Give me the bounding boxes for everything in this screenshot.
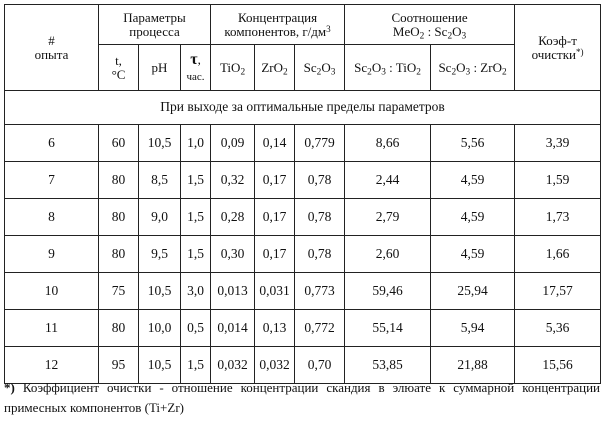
- cell-coef: 1,59: [515, 162, 601, 199]
- cell-tau: 3,0: [181, 273, 211, 310]
- cell-sc-zr: 4,59: [431, 199, 515, 236]
- cell-t: 80: [99, 236, 139, 273]
- cell-sc2o3: 0,70: [295, 347, 345, 384]
- col-header-temperature: t, °C: [99, 45, 139, 91]
- col-header-sc2o3: $Sc_2O_3$: [295, 45, 345, 91]
- cell-tau: 1,5: [181, 162, 211, 199]
- cell-t: 95: [99, 347, 139, 384]
- cell-sc-zr: 4,59: [431, 236, 515, 273]
- col-header-sc2o3-tio2: $Sc_2O_3$ : TiO$_2$: [345, 45, 431, 91]
- cell-zro2: 0,032: [255, 347, 295, 384]
- cell-sc-zr: 25,94: [431, 273, 515, 310]
- cell-ph: 8,5: [139, 162, 181, 199]
- col-header-ratio: Соотношение MeO$_2$ : $Sc_2O_3$: [345, 5, 515, 45]
- col-header-time: τ, час.: [181, 45, 211, 91]
- cell-n: 11: [5, 310, 99, 347]
- cell-coef: 1,73: [515, 199, 601, 236]
- cell-tau: 0,5: [181, 310, 211, 347]
- cell-t: 80: [99, 310, 139, 347]
- cell-tio2: 0,013: [211, 273, 255, 310]
- cell-sc2o3: 0,773: [295, 273, 345, 310]
- table-row: [5, 162, 601, 199]
- cell-n: 7: [5, 162, 99, 199]
- cell-coef: 15,56: [515, 347, 601, 384]
- col-header-zro2: ZrO$_2$: [255, 45, 295, 91]
- cell-zro2: 0,031: [255, 273, 295, 310]
- cell-sc-ti: 55,14: [345, 310, 431, 347]
- footnote: [4, 378, 600, 418]
- cell-n: 12: [5, 347, 99, 384]
- cell-n: 9: [5, 236, 99, 273]
- cell-t: 80: [99, 199, 139, 236]
- footnote-text: Коэффициент очистки - отношение концентрации скандия в элюате к суммарной концентрации примесных компонентов (Ti+Zr): [4, 380, 600, 415]
- col-header-purification-coef: Коэф-т очистки*): [515, 5, 601, 91]
- cell-zro2: 0,13: [255, 310, 295, 347]
- cell-sc2o3: 0,772: [295, 310, 345, 347]
- cell-sc-ti: 2,44: [345, 162, 431, 199]
- table-row: [5, 125, 601, 162]
- cell-t: 80: [99, 162, 139, 199]
- cell-ph: 10,5: [139, 125, 181, 162]
- cell-ph: 10,0: [139, 310, 181, 347]
- cell-tio2: 0,014: [211, 310, 255, 347]
- cell-zro2: 0,17: [255, 162, 295, 199]
- cell-coef: 17,57: [515, 273, 601, 310]
- cell-sc-ti: 2,79: [345, 199, 431, 236]
- cell-sc2o3: 0,779: [295, 125, 345, 162]
- cell-t: 75: [99, 273, 139, 310]
- cell-zro2: 0,14: [255, 125, 295, 162]
- cell-tio2: 0,30: [211, 236, 255, 273]
- cell-sc-zr: 4,59: [431, 162, 515, 199]
- cell-sc-zr: 5,56: [431, 125, 515, 162]
- cell-tio2: 0,032: [211, 347, 255, 384]
- cell-sc-ti: 2,60: [345, 236, 431, 273]
- cell-coef: 1,66: [515, 236, 601, 273]
- cell-ph: 10,5: [139, 347, 181, 384]
- cell-sc2o3: 0,78: [295, 199, 345, 236]
- footnote-mark: *): [4, 380, 15, 395]
- cell-coef: 3,39: [515, 125, 601, 162]
- cell-n: 8: [5, 199, 99, 236]
- col-header-ph: pH: [139, 45, 181, 91]
- cell-tio2: 0,32: [211, 162, 255, 199]
- section-title: При выходе за оптимальные пределы параметров: [5, 91, 601, 125]
- cell-n: 6: [5, 125, 99, 162]
- cell-coef: 5,36: [515, 310, 601, 347]
- cell-sc-ti: 53,85: [345, 347, 431, 384]
- cell-sc-ti: 8,66: [345, 125, 431, 162]
- cell-tio2: 0,28: [211, 199, 255, 236]
- col-header-experiment-number: # опыта: [5, 5, 99, 91]
- cell-sc-zr: 21,88: [431, 347, 515, 384]
- col-header-sc2o3-zro2: $Sc_2O_3$ : ZrO$_2$: [431, 45, 515, 91]
- cell-ph: 9,0: [139, 199, 181, 236]
- cell-tau: 1,5: [181, 199, 211, 236]
- cell-zro2: 0,17: [255, 199, 295, 236]
- table-row: [5, 310, 601, 347]
- cell-tau: 1,0: [181, 125, 211, 162]
- cell-tio2: 0,09: [211, 125, 255, 162]
- cell-n: 10: [5, 273, 99, 310]
- cell-t: 60: [99, 125, 139, 162]
- cell-sc-zr: 5,94: [431, 310, 515, 347]
- col-header-concentration: Концентрация компонентов, $г/дм^3$: [211, 5, 345, 45]
- cell-zro2: 0,17: [255, 236, 295, 273]
- experiment-table: [4, 4, 601, 384]
- table-row: [5, 199, 601, 236]
- cell-tau: 1,5: [181, 347, 211, 384]
- col-header-tio2: TiO$_2$: [211, 45, 255, 91]
- cell-sc2o3: 0,78: [295, 162, 345, 199]
- cell-tau: 1,5: [181, 236, 211, 273]
- cell-ph: 10,5: [139, 273, 181, 310]
- table-row: [5, 236, 601, 273]
- table-row: [5, 273, 601, 310]
- col-header-process-params: Параметры процесса: [99, 5, 211, 45]
- cell-sc2o3: 0,78: [295, 236, 345, 273]
- cell-ph: 9,5: [139, 236, 181, 273]
- cell-sc-ti: 59,46: [345, 273, 431, 310]
